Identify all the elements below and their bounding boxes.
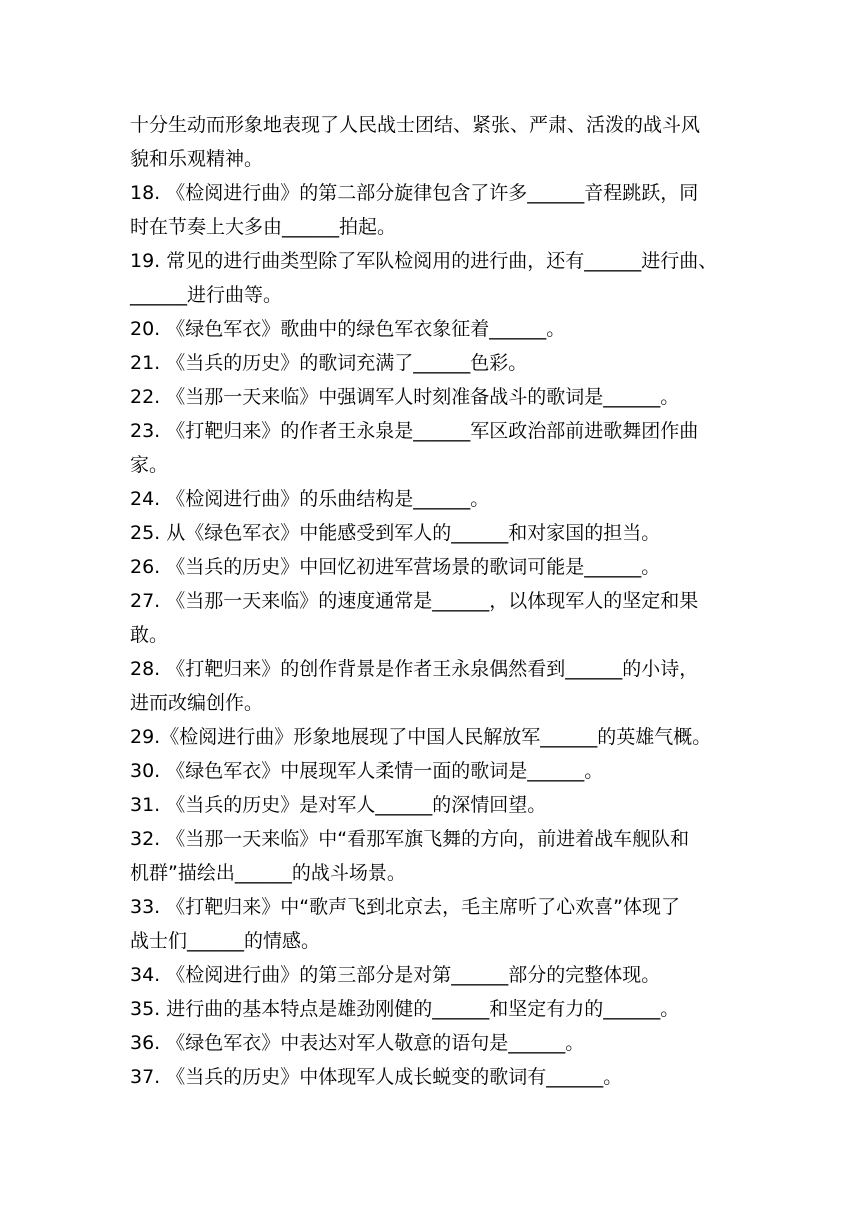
question-27-line-1: 27. 《当那一天来临》的速度通常是______，以体现军人的坚定和果 [130, 590, 699, 612]
question-23-line-2: 家。 [130, 454, 169, 476]
question-22: 22. 《当那一天来临》中强调军人时刻准备战斗的歌词是______。 [130, 386, 680, 408]
question-24: 24. 《检阅进行曲》的乐曲结构是______。 [130, 488, 490, 510]
question-31: 31. 《当兵的历史》是对军人______的深情回望。 [130, 794, 547, 816]
question-26: 26. 《当兵的历史》中回忆初进军营场景的歌词可能是______。 [130, 556, 661, 578]
question-18-line-1: 18. 《检阅进行曲》的第二部分旋律包含了许多______音程跳跃，同 [130, 182, 699, 204]
question-33-line-1: 33. 《打靶归来》中“歌声飞到北京去，毛主席听了心欢喜”体现了 [130, 896, 680, 918]
question-37: 37. 《当兵的历史》中体现军人成长蜕变的歌词有______。 [130, 1066, 623, 1088]
question-32-line-2: 机群”描绘出______的战斗场景。 [130, 862, 406, 884]
question-21: 21. 《当兵的历史》的歌词充满了______色彩。 [130, 352, 528, 374]
text-line: 十分生动而形象地表现了人民战士团结、紧张、严肃、活泼的战斗风 [130, 114, 701, 136]
question-23-line-1: 23. 《打靶归来》的作者王永泉是______军区政治部前进歌舞团作曲 [130, 420, 699, 442]
question-34: 34. 《检阅进行曲》的第三部分是对第______部分的完整体现。 [130, 964, 661, 986]
question-19-line-1: 19. 常见的进行曲类型除了军队检阅用的进行曲，还有______进行曲、 [130, 250, 718, 272]
question-30: 30. 《绿色军衣》中展现军人柔情一面的歌词是______。 [130, 760, 604, 782]
question-18-line-2: 时在节奏上大多由______拍起。 [130, 216, 397, 238]
question-36: 36. 《绿色军衣》中表达对军人敬意的语句是______。 [130, 1032, 585, 1054]
question-27-line-2: 敢。 [130, 624, 169, 646]
question-32-line-1: 32. 《当那一天来临》中“看那军旗飞舞的方向，前进着战车舰队和 [130, 828, 690, 850]
question-29: 29.《检阅进行曲》形象地展现了中国人民解放军______的英雄气概。 [130, 726, 712, 748]
question-35: 35. 进行曲的基本特点是雄劲刚健的______和坚定有力的______。 [130, 998, 680, 1020]
question-19-line-2: ______进行曲等。 [130, 284, 283, 306]
question-33-line-2: 战士们______的情感。 [130, 930, 321, 952]
text-line: 貌和乐观精神。 [130, 148, 264, 170]
question-25: 25. 从《绿色军衣》中能感受到军人的______和对家国的担当。 [130, 522, 661, 544]
question-28-line-2: 进而改编创作。 [130, 692, 264, 714]
question-28-line-1: 28. 《打靶归来》的创作背景是作者王永泉偶然看到______的小诗， [130, 658, 699, 680]
question-20: 20. 《绿色军衣》歌曲中的绿色军衣象征着______。 [130, 318, 566, 340]
document-body [130, 108, 745, 1094]
